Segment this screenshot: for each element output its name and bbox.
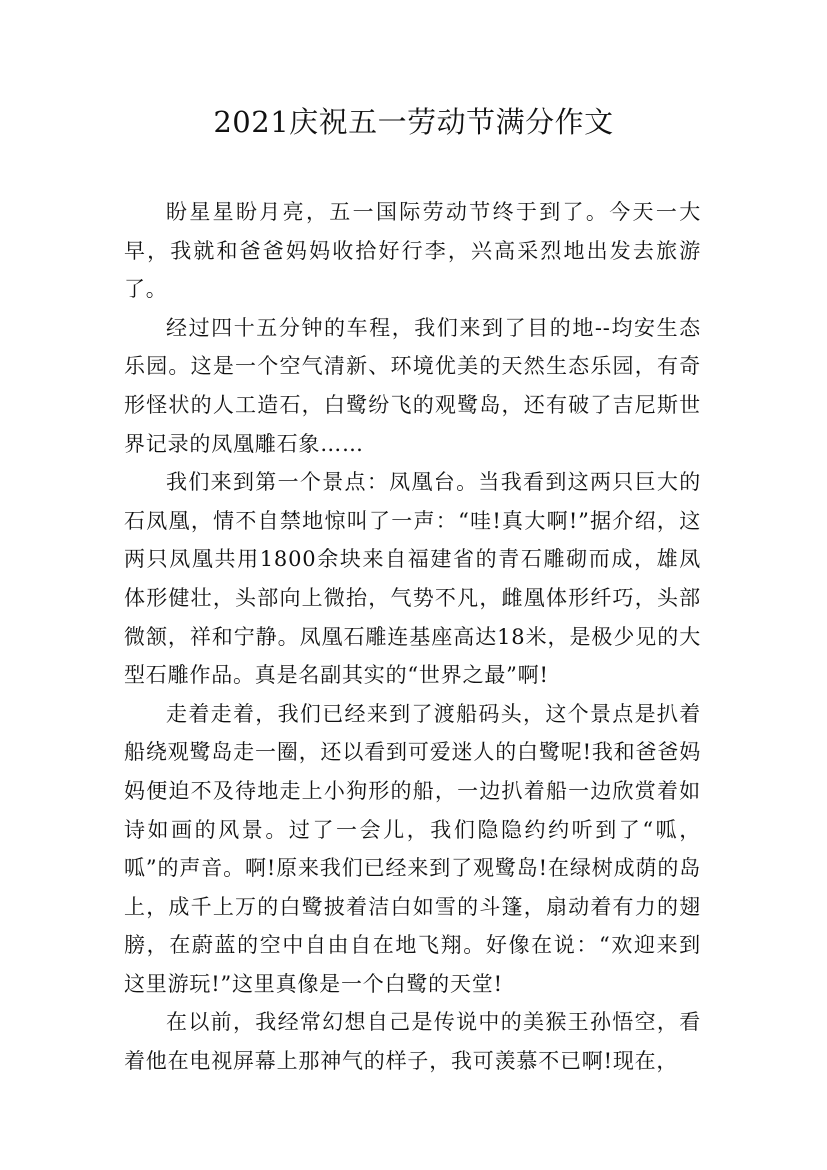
paragraph-4: 走着走着，我们已经来到了渡船码头，这个景点是扒着船绕观鹭岛走一圈，还以看到可爱迷人的白鹭呢!我和爸爸妈妈便迫不及待地走上小狗形的船，一边扒着船一边欣赏着如诗如画的风景。过了一会儿，我们隐隐约约听到了“呱，呱”的声音。啊!原来我们已经来到了观鹭岛!在绿树成荫的岛上，成千上万的白鹭披着洁白如雪的斗篷，扇动着有力的翅膀，在蔚蓝的空中自由自在地飞翔。好像在说：“欢迎来到这里游玩!”这里真像是一个白鹭的天堂! [124, 701, 701, 996]
document-title: 2021庆祝五一劳动节满分作文 [213, 105, 614, 139]
paragraph-2: 经过四十五分钟的车程，我们来到了目的地--均安生态乐园。这是一个空气清新、环境优美的天然生态乐园，有奇形怪状的人工造石，白鹭纷飞的观鹭岛，还有破了吉尼斯世界记录的凤凰雕石象…… [124, 315, 701, 456]
paragraph-1: 盼星星盼月亮，五一国际劳动节终于到了。今天一大早，我就和爸爸妈妈收拾好行李，兴高采烈地出发去旅游了。 [124, 200, 701, 302]
document-body [124, 193, 701, 1081]
paragraph-5: 在以前，我经常幻想自己是传说中的美猴王孙悟空，看着他在电视屏幕上那神气的样子，我可羡慕不已啊!现在， [124, 1010, 701, 1074]
paragraph-3: 我们来到第一个景点：凤凰台。当我看到这两只巨大的石凤凰，情不自禁地惊叫了一声：“哇!真大啊!”据介绍，这两只凤凰共用1800余块来自福建省的青石雕砌而成，雄凤体形健壮，头部向上微抬，气势不凡，雌凰体形纤巧，头部微颔，祥和宁静。凤凰石雕连基座高达18米，是极少见的大型石雕作品。真是名副其实的“世界之最”啊! [124, 470, 701, 688]
